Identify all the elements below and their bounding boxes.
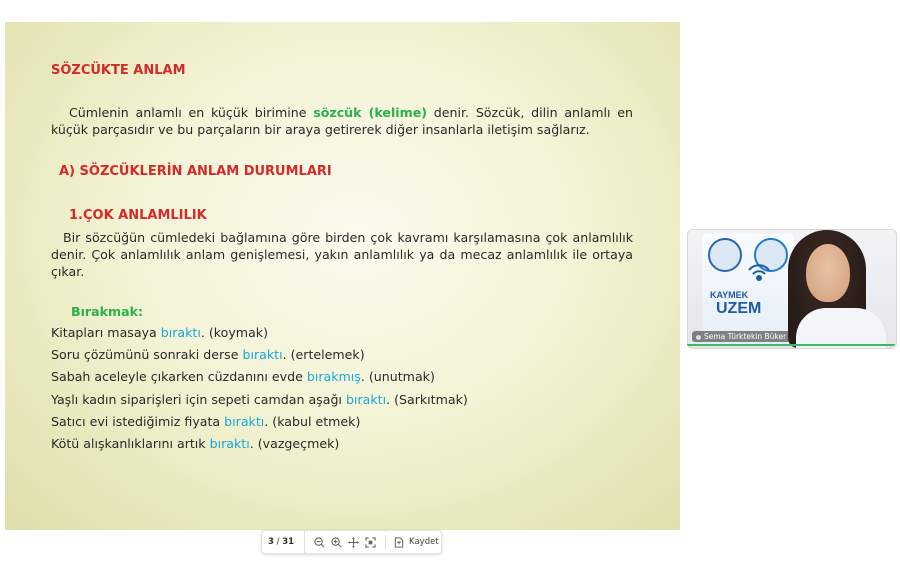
highlighted-word: bıraktı (160, 325, 201, 340)
zoom-in-icon[interactable] (330, 536, 343, 549)
presentation-slide (5, 22, 680, 530)
highlighted-word: bıraktı (345, 391, 387, 407)
banner-uzem-text: UZEM (716, 300, 762, 317)
example-sentence (51, 436, 339, 451)
kaymek-banner (702, 234, 794, 346)
subsection-heading: 1.ÇOK ANLAMLILIK (69, 208, 207, 223)
example-text: . (Sarkıtmak) (386, 391, 468, 407)
highlighted-word: bırakmış (306, 369, 361, 385)
slide-title: SÖZCÜKTE ANLAM (51, 63, 186, 78)
participant-shirt (796, 308, 886, 349)
example-text: . (koymak) (200, 325, 268, 340)
example-sentence (51, 369, 435, 384)
example-text: Soru çözümünü sonraki derse (51, 347, 243, 363)
example-text: Satıcı evi istediğimiz fiyata (51, 413, 225, 429)
example-sentence (51, 392, 468, 407)
banner-kaymek-text: KAYMEK (710, 290, 749, 300)
municipality-logo-icon (708, 238, 742, 272)
zoom-out-icon[interactable] (313, 536, 326, 549)
save-button[interactable]: Kaydet (409, 537, 439, 547)
active-speaker-indicator (687, 344, 895, 346)
move-icon[interactable] (347, 536, 360, 549)
page-separator: / (276, 537, 280, 547)
example-sentence (51, 414, 360, 429)
intro-text-post: denir. Sözcük, dilin anlamlı en küçük parçasıdır ve bu parçaların bir araya getirerek diğer insanlarla iletişim sağlarız. (51, 105, 633, 137)
participant-name-label (692, 331, 790, 342)
intro-paragraph (51, 104, 633, 138)
example-text: . (ertelemek) (282, 347, 365, 363)
webcam-video[interactable] (687, 229, 897, 349)
example-text: . (unutmak) (360, 369, 435, 385)
example-text: Yaşlı kadın siparişleri için sepeti camdan aşağı (51, 391, 346, 407)
example-text: . (vazgeçmek) (249, 436, 340, 451)
broadcast-icon (746, 262, 772, 288)
example-text: Sabah aceleyle çıkarken cüzdanını evde (51, 369, 307, 385)
page-indicator (262, 531, 305, 553)
example-sentence (51, 325, 268, 340)
fit-screen-icon[interactable] (364, 536, 377, 549)
pdf-toolbar (261, 530, 442, 554)
definition-paragraph: Bir sözcüğün cümledeki bağlamına göre birden çok kavramı karşılamasına çok anlamlılık denir. Çok anlamlılık anlam genişlemesi, yakın anlamlılık ya da mecaz anlamlılık ile ortaya çıkar. (51, 230, 633, 279)
participant-name: Sema Türktekin Büker (704, 332, 787, 341)
section-heading: A) SÖZCÜKLERİN ANLAM DURUMLARI (59, 164, 332, 179)
total-pages: 31 (282, 537, 295, 547)
example-text: . (kabul etmek) (264, 413, 361, 429)
highlighted-word: bıraktı (242, 347, 283, 363)
example-text: Kötü alışkanlıklarını artık (51, 436, 210, 451)
toolbar-divider (385, 535, 386, 549)
keyword-sozcuk: sözcük (kelime) (313, 105, 428, 120)
mic-status-icon (696, 335, 701, 340)
save-icon[interactable] (392, 536, 405, 549)
highlighted-word: bıraktı (224, 413, 265, 429)
highlighted-word: bıraktı (209, 436, 250, 451)
current-page: 3 (268, 537, 274, 547)
participant-face (806, 244, 850, 302)
intro-text-pre: Cümlenin anlamlı en küçük birimine (69, 105, 314, 120)
example-word: Bırakmak: (71, 304, 144, 319)
example-text: Kitapları masaya (51, 325, 161, 340)
example-sentence (51, 347, 365, 362)
